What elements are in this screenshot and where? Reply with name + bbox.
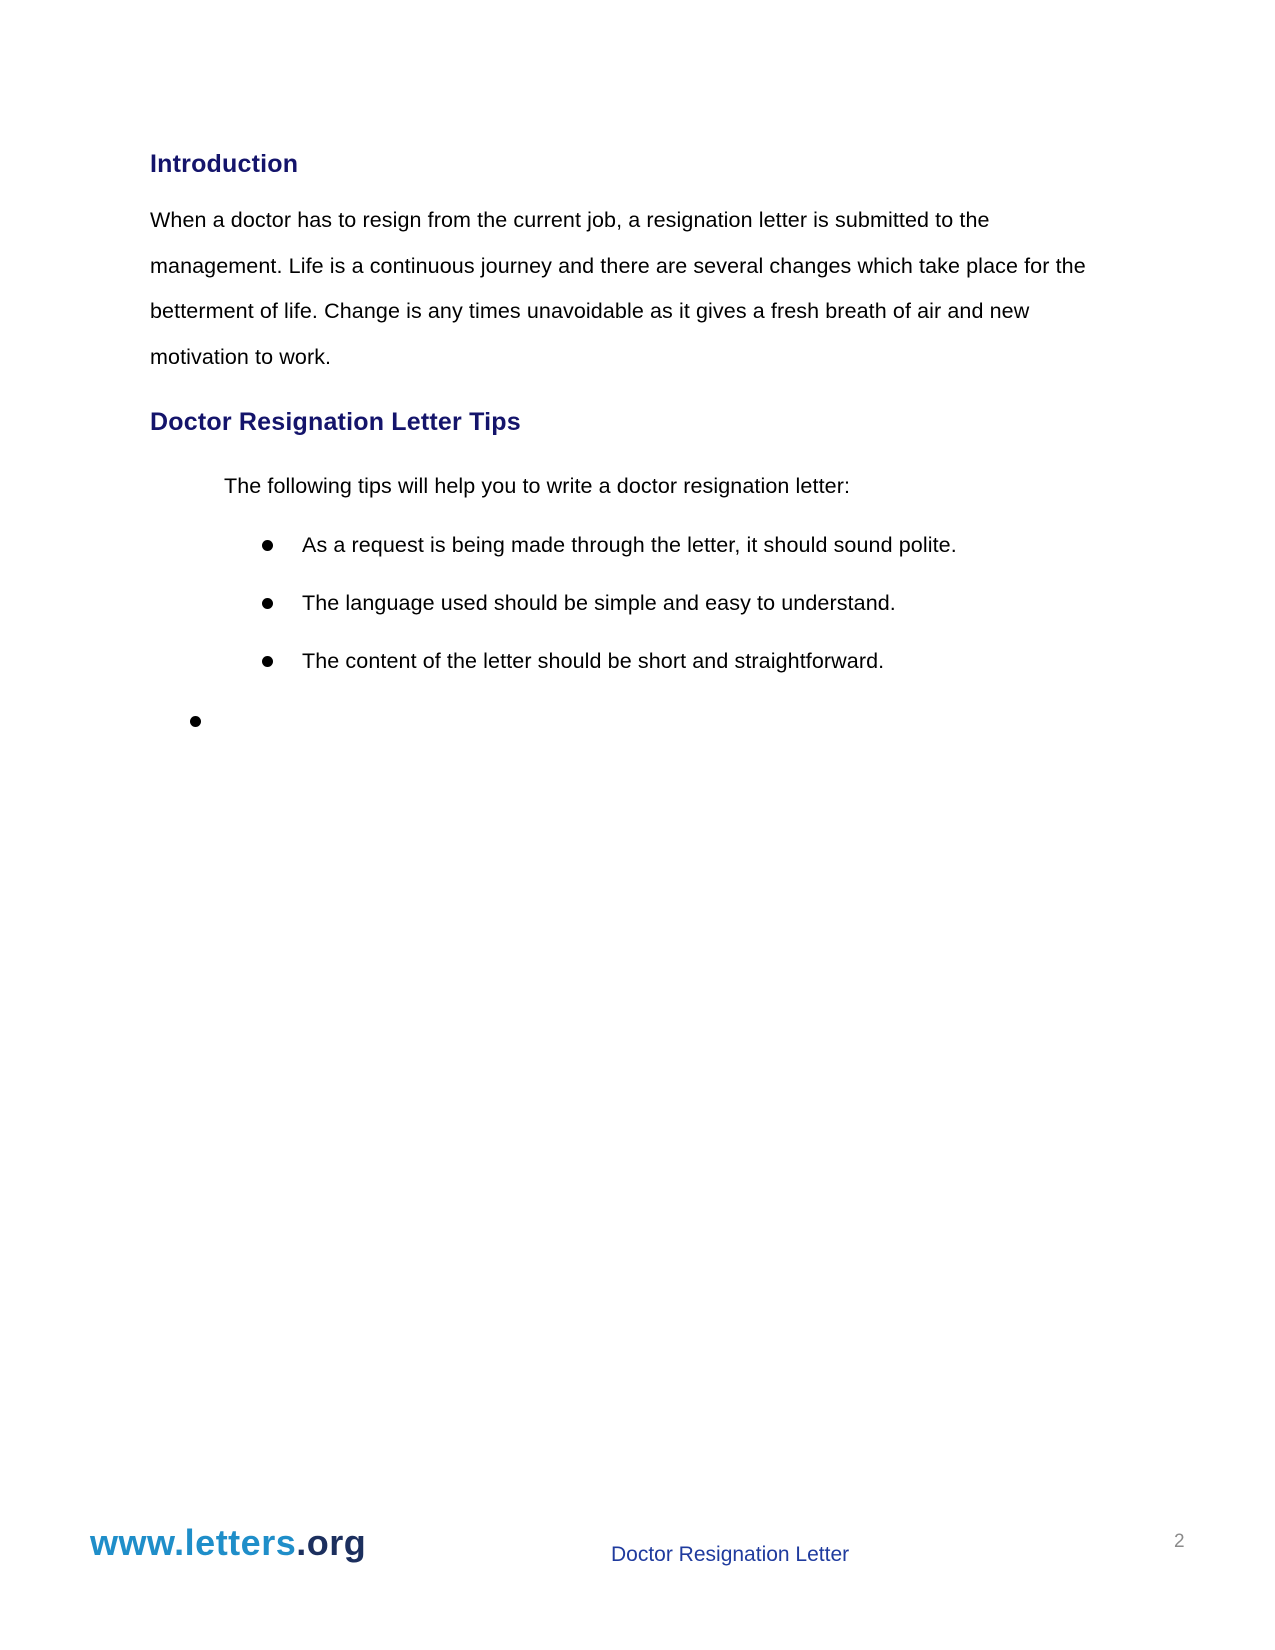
paragraph-line: When a doctor has to resign from the current job, a resignation letter is submitted to the bbox=[150, 208, 990, 232]
empty-bullet-icon bbox=[190, 716, 201, 727]
tips-lead-text: The following tips will help you to write a doctor resignation letter: bbox=[224, 474, 851, 498]
bullet-icon bbox=[262, 656, 273, 667]
paragraph-line: motivation to work. bbox=[150, 344, 332, 369]
section-heading-tips: Doctor Resignation Letter Tips bbox=[150, 408, 521, 436]
page-number: 2 bbox=[1174, 1531, 1185, 1552]
list-item-text: As a request is being made through the letter, it should sound polite. bbox=[302, 532, 957, 557]
footer-document-title: Doctor Resignation Letter bbox=[611, 1543, 850, 1566]
list-item-text: The language used should be simple and easy to understand. bbox=[302, 590, 896, 615]
list-item bbox=[262, 588, 896, 618]
section-heading-introduction: Introduction bbox=[150, 150, 299, 178]
bullet-icon bbox=[262, 598, 273, 609]
list-item bbox=[262, 646, 884, 676]
logo-main-text: www.letters bbox=[90, 1522, 297, 1563]
bullet-icon bbox=[262, 540, 273, 551]
list-item-text: The content of the letter should be short and straightforward. bbox=[302, 648, 885, 673]
introduction-paragraph bbox=[150, 198, 1150, 380]
logo-tld-text: .org bbox=[296, 1522, 367, 1563]
site-logo bbox=[90, 1522, 366, 1564]
list-item bbox=[262, 530, 957, 560]
paragraph-line: management. Life is a continuous journey and there are several changes which take place for the bbox=[150, 253, 1086, 278]
paragraph-line: betterment of life. Change is any times unavoidable as it gives a fresh breath of air and new bbox=[150, 299, 1030, 323]
